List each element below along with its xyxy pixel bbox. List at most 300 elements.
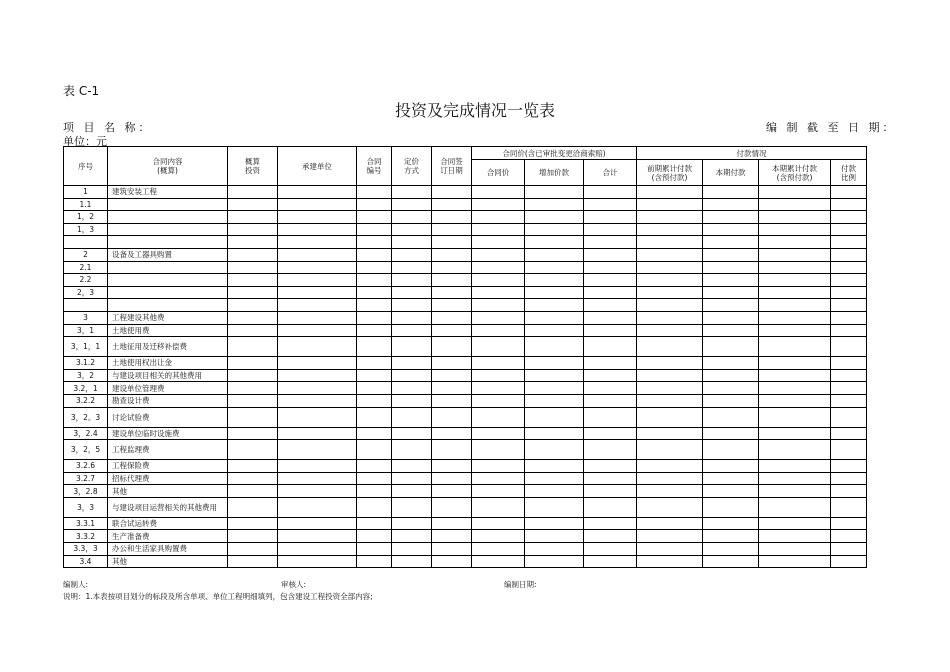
empty-cell [637,211,703,224]
table-code: 表 C-1 [63,84,100,98]
empty-cell [432,274,472,287]
empty-cell [432,427,472,440]
empty-cell [228,299,278,312]
empty-cell [637,497,703,517]
prepared-date-label: 编制日期: [504,580,537,589]
empty-cell [278,472,357,485]
empty-cell [831,394,867,407]
empty-cell [228,394,278,407]
empty-cell [472,517,525,530]
empty-cell [831,485,867,498]
empty-cell [357,337,392,357]
empty-cell [759,530,831,543]
empty-cell [432,485,472,498]
empty-cell [703,299,759,312]
row-seq: 1，2 [64,211,108,224]
empty-cell [392,186,432,199]
table-row [64,324,867,337]
row-seq: 3，1 [64,324,108,337]
empty-cell [525,394,584,407]
empty-cell [525,427,584,440]
empty-cell [392,211,432,224]
row-content: 工程保险费 [108,460,228,473]
empty-cell [759,369,831,382]
empty-cell [525,198,584,211]
empty-cell [392,407,432,427]
empty-cell [525,286,584,299]
empty-cell [432,236,472,249]
empty-cell [703,198,759,211]
row-content: 其他 [108,555,228,568]
row-seq [64,299,108,312]
empty-cell [703,324,759,337]
empty-cell [525,440,584,460]
empty-cell [228,274,278,287]
empty-cell [759,198,831,211]
row-seq: 2.1 [64,261,108,274]
empty-cell [472,248,525,261]
table-row [64,299,867,312]
header-cumulative-paid-line2: (含预付款) [776,172,813,182]
empty-cell [759,311,831,324]
empty-cell [831,472,867,485]
empty-cell [278,440,357,460]
empty-cell [759,440,831,460]
empty-cell [228,485,278,498]
empty-cell [584,427,637,440]
header-contract-price-group: 合同价(含已审批变更洽商索赔) [472,147,637,160]
table-row [64,555,867,568]
empty-cell [703,211,759,224]
empty-cell [357,427,392,440]
row-seq: 3.2.2 [64,394,108,407]
empty-cell [392,236,432,249]
row-content: 办公和生活家具购置费 [108,543,228,556]
empty-cell [228,286,278,299]
empty-cell [432,530,472,543]
cutoff-date-label: 编 制 截 至 日 期： [766,121,897,134]
empty-cell [432,248,472,261]
empty-cell [392,248,432,261]
empty-cell [831,407,867,427]
empty-cell [357,311,392,324]
table-row [64,460,867,473]
row-seq: 3.2，1 [64,382,108,395]
project-name-label: 项 目 名 称： [63,121,153,134]
empty-cell [357,517,392,530]
empty-cell [357,530,392,543]
header-contract-price: 合同价 [472,160,525,186]
row-seq [64,236,108,249]
empty-cell [831,382,867,395]
empty-cell [637,198,703,211]
empty-cell [703,248,759,261]
empty-cell [392,261,432,274]
row-content [108,261,228,274]
row-content [108,286,228,299]
row-seq: 3.3.1 [64,517,108,530]
empty-cell [357,472,392,485]
empty-cell [432,369,472,382]
row-seq: 3.3.2 [64,530,108,543]
row-content [108,274,228,287]
row-content [108,198,228,211]
empty-cell [831,223,867,236]
header-budget-line1: 概算 [245,157,260,166]
empty-cell [584,186,637,199]
row-seq: 3 [64,311,108,324]
empty-cell [831,198,867,211]
empty-cell [703,394,759,407]
row-seq: 3.2.6 [64,460,108,473]
empty-cell [228,311,278,324]
header-contractor: 承建单位 [278,147,357,186]
empty-cell [278,186,357,199]
empty-cell [525,555,584,568]
empty-cell [432,286,472,299]
empty-cell [584,324,637,337]
empty-cell [637,311,703,324]
empty-cell [228,530,278,543]
empty-cell [759,286,831,299]
empty-cell [525,369,584,382]
empty-cell [759,555,831,568]
empty-cell [228,324,278,337]
empty-cell [637,223,703,236]
empty-cell [584,211,637,224]
empty-cell [228,198,278,211]
empty-cell [584,337,637,357]
empty-cell [472,357,525,370]
empty-cell [228,211,278,224]
empty-cell [759,427,831,440]
row-seq: 3，2。3 [64,407,108,427]
empty-cell [525,497,584,517]
row-content: 建设单位临时设施费 [108,427,228,440]
table-row [64,311,867,324]
empty-cell [392,472,432,485]
empty-cell [472,460,525,473]
row-content [108,211,228,224]
empty-cell [357,497,392,517]
empty-cell [831,299,867,312]
empty-cell [703,543,759,556]
empty-cell [525,311,584,324]
empty-cell [278,311,357,324]
table-row [64,382,867,395]
empty-cell [357,460,392,473]
empty-cell [392,311,432,324]
empty-cell [432,211,472,224]
table-row [64,261,867,274]
header-cumulative-paid-line1: 本期累计付款 [772,163,818,173]
empty-cell [228,555,278,568]
header-content [108,147,228,186]
empty-cell [637,274,703,287]
header-seq: 序号 [64,147,108,186]
empty-cell [228,261,278,274]
table-row [64,394,867,407]
empty-cell [584,530,637,543]
empty-cell [228,497,278,517]
empty-cell [584,497,637,517]
row-content: 勘查设计费 [108,394,228,407]
table-body [64,186,867,568]
empty-cell [525,236,584,249]
empty-cell [584,517,637,530]
empty-cell [759,324,831,337]
empty-cell [392,223,432,236]
empty-cell [584,382,637,395]
empty-cell [278,198,357,211]
empty-cell [637,369,703,382]
empty-cell [584,311,637,324]
empty-cell [432,555,472,568]
row-seq: 3，1，1 [64,337,108,357]
table-row [64,517,867,530]
empty-cell [703,497,759,517]
empty-cell [831,211,867,224]
row-content [108,236,228,249]
row-content [108,299,228,312]
row-seq: 2.2 [64,274,108,287]
table-row [64,274,867,287]
empty-cell [228,223,278,236]
empty-cell [357,555,392,568]
empty-cell [525,223,584,236]
empty-cell [228,248,278,261]
empty-cell [637,261,703,274]
empty-cell [703,369,759,382]
empty-cell [525,299,584,312]
table-row [64,211,867,224]
empty-cell [525,337,584,357]
empty-cell [392,274,432,287]
empty-cell [525,407,584,427]
empty-cell [432,186,472,199]
row-seq: 3，3 [64,497,108,517]
empty-cell [392,299,432,312]
page-title: 投资及完成情况一览表 [394,101,555,120]
empty-cell [759,223,831,236]
empty-cell [357,248,392,261]
table-row [64,485,867,498]
empty-cell [584,248,637,261]
empty-cell [703,427,759,440]
empty-cell [759,261,831,274]
row-seq: 1 [64,186,108,199]
investment-table [63,146,867,568]
empty-cell [357,440,392,460]
empty-cell [278,236,357,249]
header-content-line2: (概算) [157,166,178,175]
empty-cell [472,472,525,485]
empty-cell [472,274,525,287]
empty-cell [472,497,525,517]
empty-cell [703,274,759,287]
empty-cell [357,286,392,299]
empty-cell [525,274,584,287]
header-prior-paid-line2: (含预付款) [651,172,688,182]
empty-cell [278,324,357,337]
empty-cell [703,186,759,199]
header-contract-no [357,147,392,186]
empty-cell [392,286,432,299]
empty-cell [278,211,357,224]
empty-cell [637,286,703,299]
empty-cell [392,440,432,460]
empty-cell [278,530,357,543]
empty-cell [357,223,392,236]
empty-cell [703,357,759,370]
empty-cell [392,530,432,543]
empty-cell [392,497,432,517]
empty-cell [759,485,831,498]
empty-cell [472,186,525,199]
row-seq: 3，2.4 [64,427,108,440]
row-content: 土地使用权出让金 [108,357,228,370]
empty-cell [584,299,637,312]
header-budget-line2: 投资 [245,166,260,175]
empty-cell [759,274,831,287]
header-pay-ratio [831,160,867,186]
empty-cell [831,274,867,287]
empty-cell [525,382,584,395]
empty-cell [831,555,867,568]
empty-cell [637,248,703,261]
table-row [64,543,867,556]
empty-cell [357,382,392,395]
header-sign-date [432,147,472,186]
empty-cell [759,337,831,357]
empty-cell [525,460,584,473]
empty-cell [472,286,525,299]
row-content: 建设单位管理费 [108,382,228,395]
empty-cell [759,394,831,407]
empty-cell [584,286,637,299]
empty-cell [432,311,472,324]
empty-cell [703,555,759,568]
empty-cell [472,211,525,224]
empty-cell [357,274,392,287]
empty-cell [703,286,759,299]
empty-cell [278,337,357,357]
table-row [64,198,867,211]
empty-cell [703,236,759,249]
empty-cell [278,261,357,274]
empty-cell [759,357,831,370]
empty-cell [278,497,357,517]
row-seq: 3.2.7 [64,472,108,485]
empty-cell [472,198,525,211]
table-row [64,286,867,299]
empty-cell [357,261,392,274]
row-seq: 3，2 [64,369,108,382]
header-content-line1: 合同内容 [152,157,183,166]
empty-cell [392,337,432,357]
empty-cell [432,543,472,556]
empty-cell [228,427,278,440]
table-row [64,223,867,236]
empty-cell [525,211,584,224]
empty-cell [831,517,867,530]
empty-cell [432,407,472,427]
empty-cell [432,198,472,211]
empty-cell [831,261,867,274]
empty-cell [357,198,392,211]
empty-cell [759,186,831,199]
empty-cell [637,440,703,460]
table-row [64,236,867,249]
empty-cell [472,485,525,498]
empty-cell [357,357,392,370]
row-content: 联合试运转费 [108,517,228,530]
empty-cell [278,555,357,568]
empty-cell [584,407,637,427]
empty-cell [278,223,357,236]
empty-cell [584,555,637,568]
row-seq: 1，3 [64,223,108,236]
empty-cell [759,211,831,224]
empty-cell [637,530,703,543]
empty-cell [278,286,357,299]
row-content: 讨论试验费 [108,407,228,427]
table-row [64,369,867,382]
empty-cell [703,337,759,357]
empty-cell [472,261,525,274]
empty-cell [392,427,432,440]
header-contract-no-line1: 合同 [366,157,382,166]
row-content: 招标代理费 [108,472,228,485]
row-content: 土地使用费 [108,324,228,337]
empty-cell [472,407,525,427]
empty-cell [278,543,357,556]
empty-cell [831,324,867,337]
empty-cell [392,382,432,395]
empty-cell [357,543,392,556]
row-content: 设备及工器具购置 [108,248,228,261]
empty-cell [228,186,278,199]
empty-cell [703,485,759,498]
empty-cell [228,357,278,370]
empty-cell [278,274,357,287]
row-seq: 3.1.2 [64,357,108,370]
table-row [64,357,867,370]
empty-cell [637,472,703,485]
empty-cell [703,311,759,324]
empty-cell [228,472,278,485]
empty-cell [584,236,637,249]
row-content [108,223,228,236]
empty-cell [432,299,472,312]
row-content: 工程建设其他费 [108,311,228,324]
empty-cell [278,394,357,407]
empty-cell [637,460,703,473]
row-seq: 2，3 [64,286,108,299]
empty-cell [392,555,432,568]
empty-cell [525,530,584,543]
row-content: 工程监理费 [108,440,228,460]
empty-cell [759,299,831,312]
empty-cell [432,460,472,473]
row-seq: 1.1 [64,198,108,211]
empty-cell [703,530,759,543]
row-seq: 3，2，5 [64,440,108,460]
empty-cell [228,460,278,473]
empty-cell [759,472,831,485]
empty-cell [584,472,637,485]
empty-cell [472,369,525,382]
